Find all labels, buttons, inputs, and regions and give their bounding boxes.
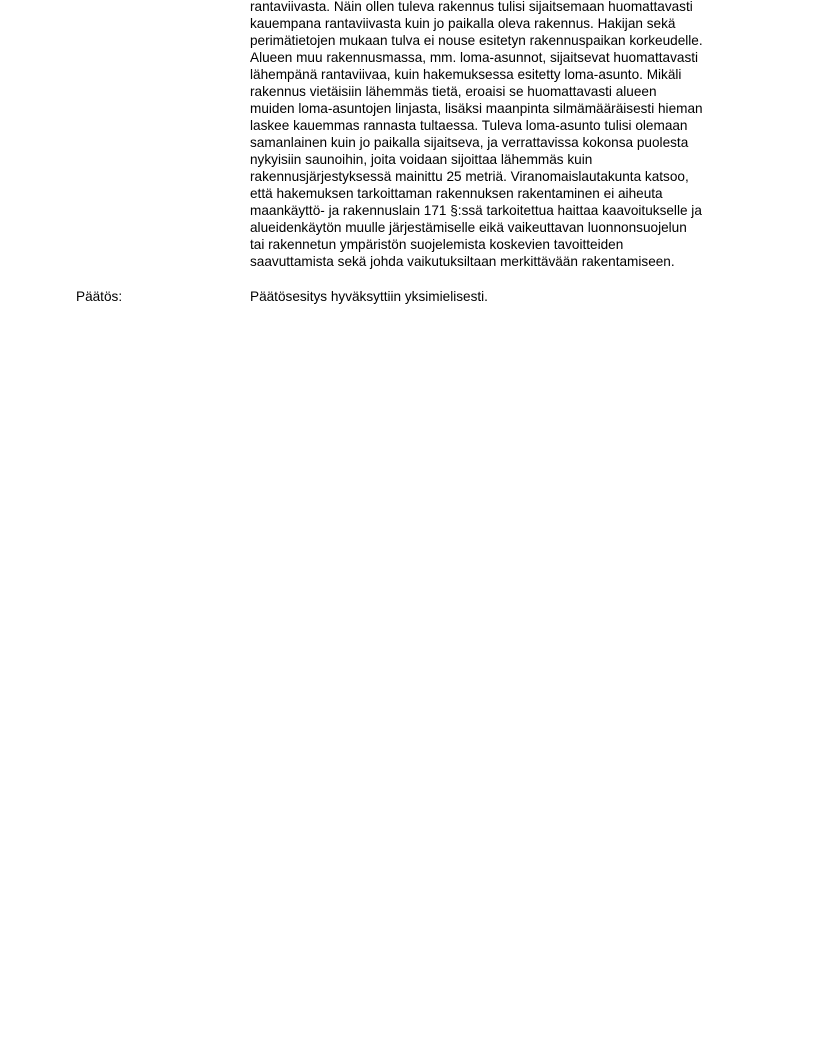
body-line: maankäyttö- ja rakennuslain 171 §:ssä tarkoitettua haittaa kaavoitukselle ja — [250, 203, 702, 218]
body-line: perimätietojen mukaan tulva ei nouse esitetyn rakennuspaikan korkeudelle. — [250, 33, 703, 48]
body-line: samanlainen kuin jo paikalla sijaitseva, ja verrattavissa kokonsa puolesta — [250, 135, 689, 150]
body-line: alueidenkäytön muulle järjestämiselle eikä vaikeuttavan luonnonsuojelun — [250, 220, 687, 235]
body-line: tai rakennetun ympäristön suojelemista koskevien tavoitteiden — [250, 237, 624, 252]
body-line: että hakemuksen tarkoittaman rakennuksen rakentaminen ei aiheuta — [250, 186, 663, 201]
body-line: rakennusjärjestyksessä mainittu 25 metriä. Viranomaislautakunta katsoo, — [250, 169, 689, 184]
body-line: rakennus vietäisiin lähemmäs tietä, eroaisi se huomattavasti alueen — [250, 84, 657, 99]
body-line: laskee kauemmas rannasta tultaessa. Tuleva loma-asunto tulisi olemaan — [250, 118, 688, 133]
body-line: kauempana rantaviivasta kuin jo paikalla oleva rakennus. Hakijan sekä — [250, 16, 676, 31]
decision-text: Päätösesitys hyväksyttiin yksimielisesti. — [250, 289, 488, 304]
body-line: nykyisiin saunoihin, joita voidaan sijoittaa lähemmäs kuin — [250, 152, 593, 167]
body-line: Alueen muu rakennusmassa, mm. loma-asunnot, sijaitsevat huomattavasti — [250, 50, 699, 65]
body-paragraph — [250, 0, 750, 270]
body-line: lähempänä rantaviivaa, kuin hakemuksessa esitetty loma-asunto. Mikäli — [250, 67, 682, 82]
body-line: saavuttamista sekä johda vaikutuksiltaan merkittävään rakentamiseen. — [250, 254, 675, 269]
body-line: muiden loma-asuntojen linjasta, lisäksi maanpinta silmämääräisesti hieman — [250, 101, 703, 116]
body-line: rantaviivasta. Näin ollen tuleva rakennus tulisi sijaitsemaan huomattavasti — [250, 0, 693, 14]
decision-label: Päätös: — [76, 289, 123, 304]
